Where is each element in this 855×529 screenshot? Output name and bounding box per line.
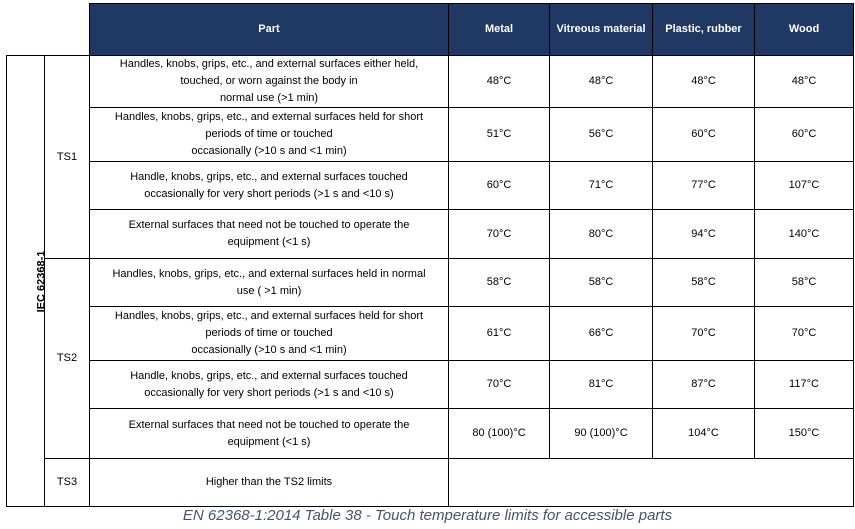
wood-value: 60°C bbox=[755, 108, 854, 162]
metal-value: 61°C bbox=[449, 307, 550, 361]
vitreous-value: 81°C bbox=[550, 361, 653, 409]
table-row bbox=[7, 162, 854, 210]
wood-value: 117°C bbox=[755, 361, 854, 409]
part-cell: Handles, knobs, grips, etc., and external surfaces held for short periods of time or touched occasionally (>10 s and <1 min) bbox=[90, 108, 449, 162]
vitreous-value: 71°C bbox=[550, 162, 653, 210]
plastic-value: 70°C bbox=[653, 307, 755, 361]
vitreous-value: 56°C bbox=[550, 108, 653, 162]
part-cell: Handles, knobs, grips, etc., and external surfaces either held, touched, or worn against the body in normal use (>1 min) bbox=[90, 56, 449, 108]
header-plastic: Plastic, rubber bbox=[653, 4, 755, 56]
table-row bbox=[7, 108, 854, 162]
table-row bbox=[7, 259, 854, 307]
ts3-values-empty bbox=[449, 459, 854, 507]
part-cell: Handles, knobs, grips, etc., and external surfaces held in normal use ( >1 min) bbox=[90, 259, 449, 307]
table-row bbox=[7, 361, 854, 409]
table-row bbox=[7, 56, 854, 108]
metal-value: 60°C bbox=[449, 162, 550, 210]
group-label-ts1: TS1 bbox=[45, 56, 90, 259]
wood-value: 107°C bbox=[755, 162, 854, 210]
part-cell: Handles, knobs, grips, etc., and external surfaces held for short periods of time or touched occasionally (>10 s and <1 min) bbox=[90, 307, 449, 361]
vitreous-value: 90 (100)°C bbox=[550, 409, 653, 459]
wood-value: 150°C bbox=[755, 409, 854, 459]
plastic-value: 94°C bbox=[653, 210, 755, 259]
vitreous-value: 48°C bbox=[550, 56, 653, 108]
header-part: Part bbox=[90, 4, 449, 56]
part-cell: External surfaces that need not be touched to operate the equipment (<1 s) bbox=[90, 409, 449, 459]
plastic-value: 48°C bbox=[653, 56, 755, 108]
header-row bbox=[7, 4, 854, 56]
standard-label: IEC 62368-1 bbox=[35, 250, 48, 312]
metal-value: 58°C bbox=[449, 259, 550, 307]
vitreous-value: 58°C bbox=[550, 259, 653, 307]
header-wood: Wood bbox=[755, 4, 854, 56]
part-cell: External surfaces that need not be touched to operate the equipment (<1 s) bbox=[90, 210, 449, 259]
table-row bbox=[7, 307, 854, 361]
group-label-ts2: TS2 bbox=[45, 259, 90, 459]
part-cell: Handle, knobs, grips, etc., and external surfaces touched occasionally for very short periods (>1 s and <10 s) bbox=[90, 162, 449, 210]
vitreous-value: 80°C bbox=[550, 210, 653, 259]
table-caption: EN 62368-1:2014 Table 38 - Touch temperature limits for accessible parts bbox=[182, 507, 673, 524]
table-row bbox=[7, 210, 854, 259]
plastic-value: 58°C bbox=[653, 259, 755, 307]
metal-value: 51°C bbox=[449, 108, 550, 162]
group-label-ts3: TS3 bbox=[45, 459, 90, 507]
plastic-value: 77°C bbox=[653, 162, 755, 210]
table-row bbox=[7, 409, 854, 459]
metal-value: 80 (100)°C bbox=[449, 409, 550, 459]
metal-value: 48°C bbox=[449, 56, 550, 108]
header-metal: Metal bbox=[449, 4, 550, 56]
wood-value: 58°C bbox=[755, 259, 854, 307]
vitreous-value: 66°C bbox=[550, 307, 653, 361]
metal-value: 70°C bbox=[449, 210, 550, 259]
part-cell: Handle, knobs, grips, etc., and external surfaces touched occasionally for very short periods (>1 s and <10 s) bbox=[90, 361, 449, 409]
table-row bbox=[7, 459, 854, 507]
wood-value: 48°C bbox=[755, 56, 854, 108]
touch-temperature-table bbox=[6, 3, 854, 507]
plastic-value: 60°C bbox=[653, 108, 755, 162]
wood-value: 70°C bbox=[755, 307, 854, 361]
plastic-value: 104°C bbox=[653, 409, 755, 459]
part-cell: Higher than the TS2 limits bbox=[90, 459, 449, 507]
plastic-value: 87°C bbox=[653, 361, 755, 409]
header-vitreous: Vitreous material bbox=[550, 4, 653, 56]
wood-value: 140°C bbox=[755, 210, 854, 259]
metal-value: 70°C bbox=[449, 361, 550, 409]
standard-cell bbox=[7, 56, 48, 507]
